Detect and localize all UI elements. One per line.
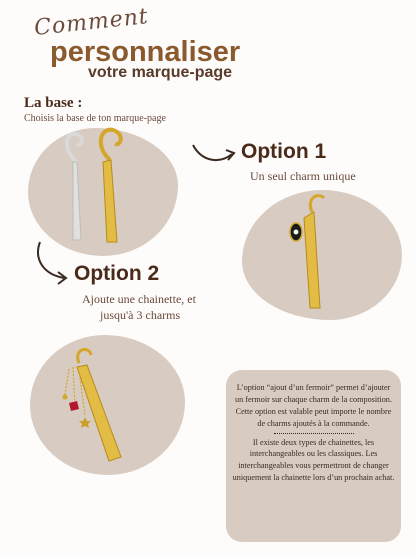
arrow-to-option2-icon	[32, 240, 72, 286]
page-title: personnaliser	[50, 36, 241, 68]
option2-title: Option 2	[74, 262, 160, 285]
page-subtitle: votre marque-page	[88, 64, 233, 81]
option1-title: Option 1	[241, 140, 327, 163]
info-text-block	[232, 382, 395, 484]
info-separator	[274, 433, 354, 434]
script-title: Comment	[33, 4, 150, 41]
option2-subtitle-line2: jusqu'à 3 charms	[100, 308, 181, 322]
option2-bookmark-image	[55, 345, 155, 475]
option1-subtitle: Un seul charm unique	[250, 169, 356, 183]
base-subtitle: Choisis la base de ton marque-page	[24, 113, 166, 124]
base-title: La base :	[24, 95, 83, 111]
info-paragraph-1: L’option “ajout d’un fermoir” permet d’ajouter un fermoir sur chaque charm de la composition. Cette option est valable peut importe le nombre de charms ajoutés à la commande.	[235, 383, 392, 428]
option1-bookmark-image	[282, 190, 342, 315]
arrow-to-option1-icon	[190, 140, 238, 168]
info-paragraph-2: Il existe deux types de chainettes, les interchangeables ou les classiques. Les interchangeables vous permettront de changer uniquement la chainette lors d’un prochain achat.	[232, 437, 395, 483]
option2-subtitle-line1: Ajoute une chainette, et	[82, 292, 196, 306]
base-bookmarks-image	[55, 122, 145, 247]
